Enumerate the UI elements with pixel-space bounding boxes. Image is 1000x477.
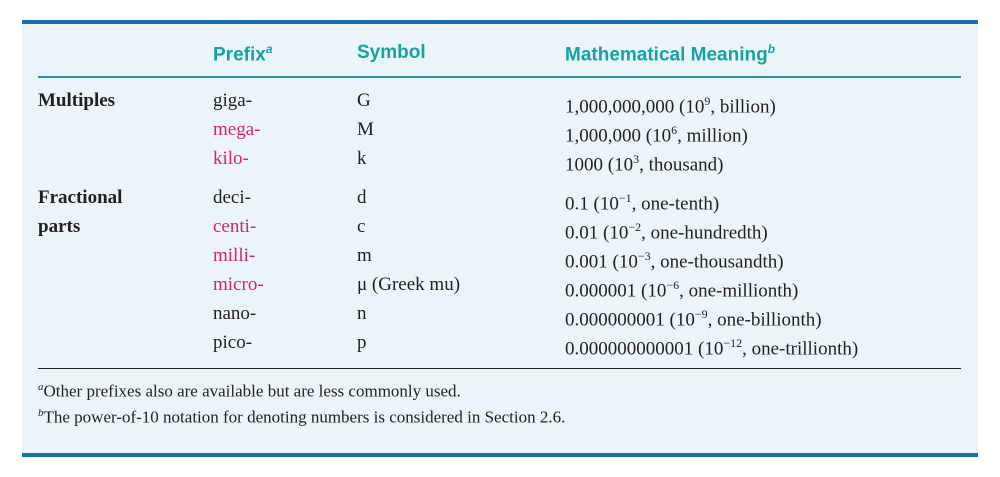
meaning-cell: 1000 ($10^3$, thousand): [565, 152, 724, 176]
exponent: −1: [618, 191, 632, 205]
category-fractional: Fractional: [38, 187, 123, 208]
prefix-cell: kilo-: [213, 148, 249, 169]
prefix-cell: mega-: [213, 119, 261, 140]
footer-rule: [38, 368, 961, 369]
exponent: 6: [671, 123, 678, 137]
symbol-cell: p: [357, 332, 367, 353]
meaning-cell: 1,000,000,000 ($10^9$, billion): [565, 94, 776, 118]
symbol-cell: μ (Greek mu): [357, 274, 461, 295]
meaning-cell: 0.000000001 ($10^{-9}$, one-billionth): [565, 307, 822, 331]
meaning-cell: 0.000000000001 ($10^{-12}$, one-trillionth): [565, 336, 859, 360]
symbol-cell: G: [357, 90, 371, 111]
exponent: −6: [666, 278, 680, 292]
header-prefix: Prefix$^a$: [213, 42, 273, 66]
exponent: 9: [704, 94, 711, 108]
meaning-cell: 0.1 ($10^{-1}$, one-tenth): [565, 191, 720, 215]
symbol-cell: M: [357, 119, 374, 140]
category-multiples: Multiples: [38, 90, 116, 111]
header-symbol: Symbol: [357, 42, 426, 63]
exponent: −2: [628, 220, 642, 234]
category-parts: parts: [38, 216, 81, 237]
prefix-cell: milli-: [213, 245, 256, 266]
meaning-cell: 0.001 ($10^{-3}$, one-thousandth): [565, 249, 784, 273]
footnote-text: The power-of-10 notation for denoting numbers is considered in Section 2.6.: [43, 407, 566, 427]
header-rule: [38, 76, 961, 78]
prefix-cell: giga-: [213, 90, 253, 111]
header-meaning: Mathematical Meaning$^b$: [565, 42, 776, 66]
footnote-text: Other prefixes also are available but are less commonly used.: [43, 381, 461, 401]
symbol-cell: k: [357, 148, 367, 169]
meaning-cell: 0.01 ($10^{-2}$, one-hundredth): [565, 220, 768, 244]
symbol-cell: n: [357, 303, 367, 324]
prefix-cell: pico-: [213, 332, 253, 353]
symbol-cell: m: [357, 245, 372, 266]
footnote-mark: a: [38, 381, 44, 393]
meaning-cell: 1,000,000 ($10^6$, million): [565, 123, 748, 147]
exponent: −3: [637, 249, 651, 263]
prefix-cell: deci-: [213, 187, 251, 208]
footnote-mark: b: [38, 407, 44, 419]
exponent: −9: [694, 307, 708, 321]
footnote-a: [38, 377, 461, 402]
footnote-b: [38, 403, 565, 428]
exponent: 3: [633, 152, 640, 166]
meaning-cell: 0.000001 ($10^{-6}$, one-millionth): [565, 278, 799, 302]
prefix-cell: nano-: [213, 303, 257, 324]
header-prefix-note: a: [265, 42, 273, 56]
header-meaning-note: b: [767, 42, 776, 56]
prefix-cell: micro-: [213, 274, 264, 295]
prefix-cell: centi-: [213, 216, 257, 237]
exponent: −12: [723, 336, 743, 350]
symbol-cell: c: [357, 216, 366, 237]
symbol-cell: d: [357, 187, 367, 208]
